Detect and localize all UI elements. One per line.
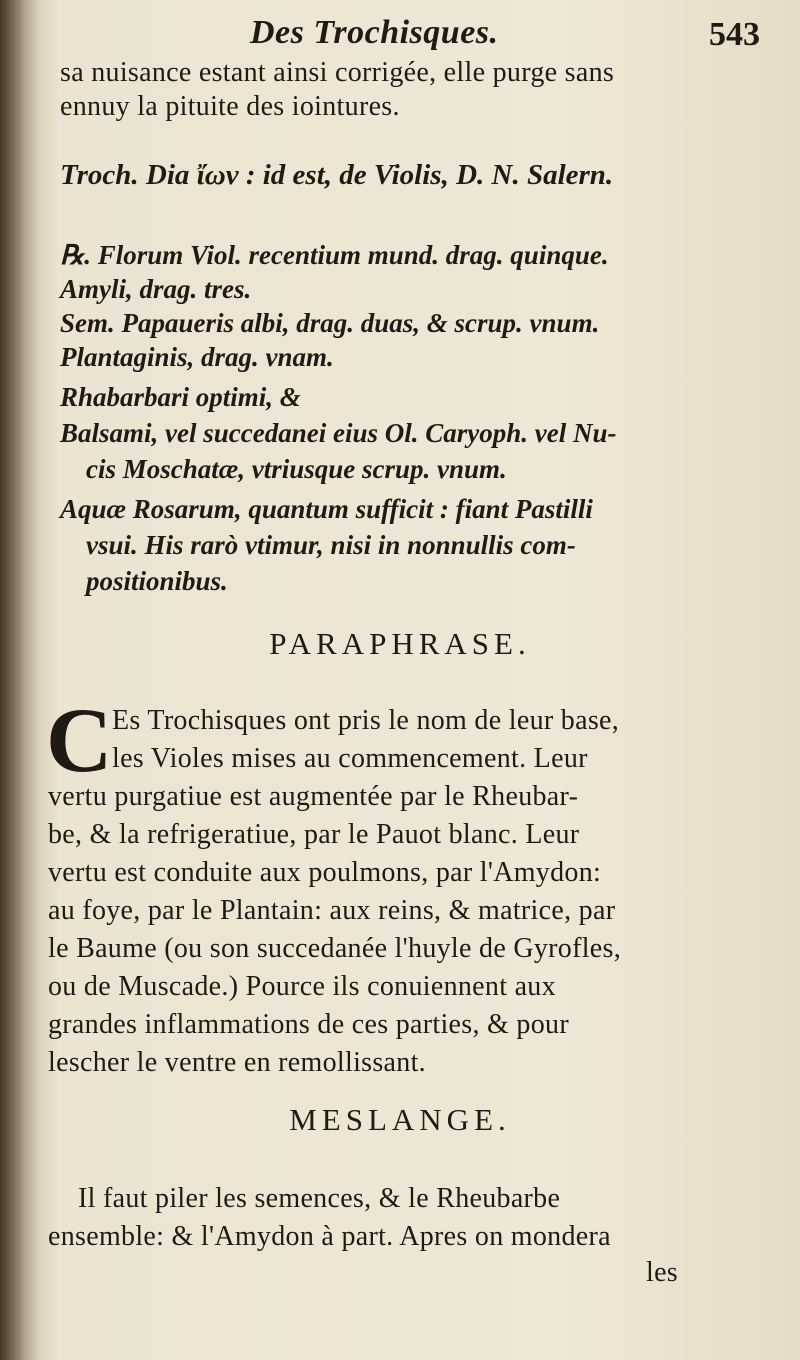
recipe-line: vsui. His rarò vtimur, nisi in nonnullis com- — [86, 530, 576, 560]
text-line: ennuy la pituite des iointures. — [60, 91, 400, 122]
recipe-line: cis Moschatæ, vtriusque scrup. vnum. — [86, 454, 507, 484]
binding-shadow — [0, 0, 40, 1360]
meslange-heading: MESLANGE. — [289, 1102, 511, 1137]
paragraph-line: vertu purgatiue est augmentée par le Rheubar- — [48, 781, 579, 812]
paragraph-line: ensemble: & l'Amydon à part. Apres on mondera — [48, 1221, 611, 1252]
recipe-line: Plantaginis, drag. vnam. — [60, 342, 334, 372]
paragraph-line: le Baume (ou son succedanée l'huyle de Gyrofles, — [48, 933, 622, 964]
recipe-title: Troch. Dia ἴων : id est, de Violis, D. N. Salern. — [60, 159, 614, 191]
catchword: les — [646, 1257, 679, 1288]
recipe-line: positionibus. — [86, 566, 228, 596]
paragraph-line: be, & la refrigeratiue, par le Pauot blanc. Leur — [48, 819, 580, 850]
page-number: 543 — [709, 16, 760, 53]
paragraph-line: les Violes mises au commencement. Leur — [112, 743, 588, 774]
recipe-line: ℞. Florum Viol. recentium mund. drag. quinque. — [60, 240, 609, 270]
recipe-line: Rhabarbari optimi, & — [60, 382, 301, 412]
recipe-line: Amyli, drag. tres. — [60, 274, 252, 304]
paragraph-line: au foye, par le Plantain: aux reins, & matrice, par — [48, 895, 616, 926]
recipe-line: Balsami, vel succedanei eius Ol. Caryoph. vel Nu- — [60, 418, 617, 448]
recipe-line: Sem. Papaueris albi, drag. duas, & scrup. vnum. — [60, 308, 600, 338]
paragraph-line: Il faut piler les semences, & le Rheubarbe — [78, 1183, 561, 1214]
paragraph-line: vertu est conduite aux poulmons, par l'Amydon: — [48, 857, 602, 888]
page-header — [60, 14, 760, 58]
drop-cap: C — [46, 689, 113, 791]
paragraph-line: Es Trochisques ont pris le nom de leur base, — [112, 705, 620, 736]
text-line: sa nuisance estant ainsi corrigée, elle purge sans — [60, 57, 615, 88]
paragraph-line: lescher le ventre en remollissant. — [48, 1047, 426, 1078]
paragraph-line: grandes inflammations de ces parties, & pour — [48, 1009, 569, 1040]
paraphrase-heading: PARAPHRASE. — [269, 626, 531, 661]
recipe-line: Aquæ Rosarum, quantum sufficit : fiant Pastilli — [60, 494, 593, 524]
paragraph-line: ou de Muscade.) Pource ils conuiennent aux — [48, 971, 556, 1002]
running-head: Des Trochisques. — [250, 14, 499, 51]
